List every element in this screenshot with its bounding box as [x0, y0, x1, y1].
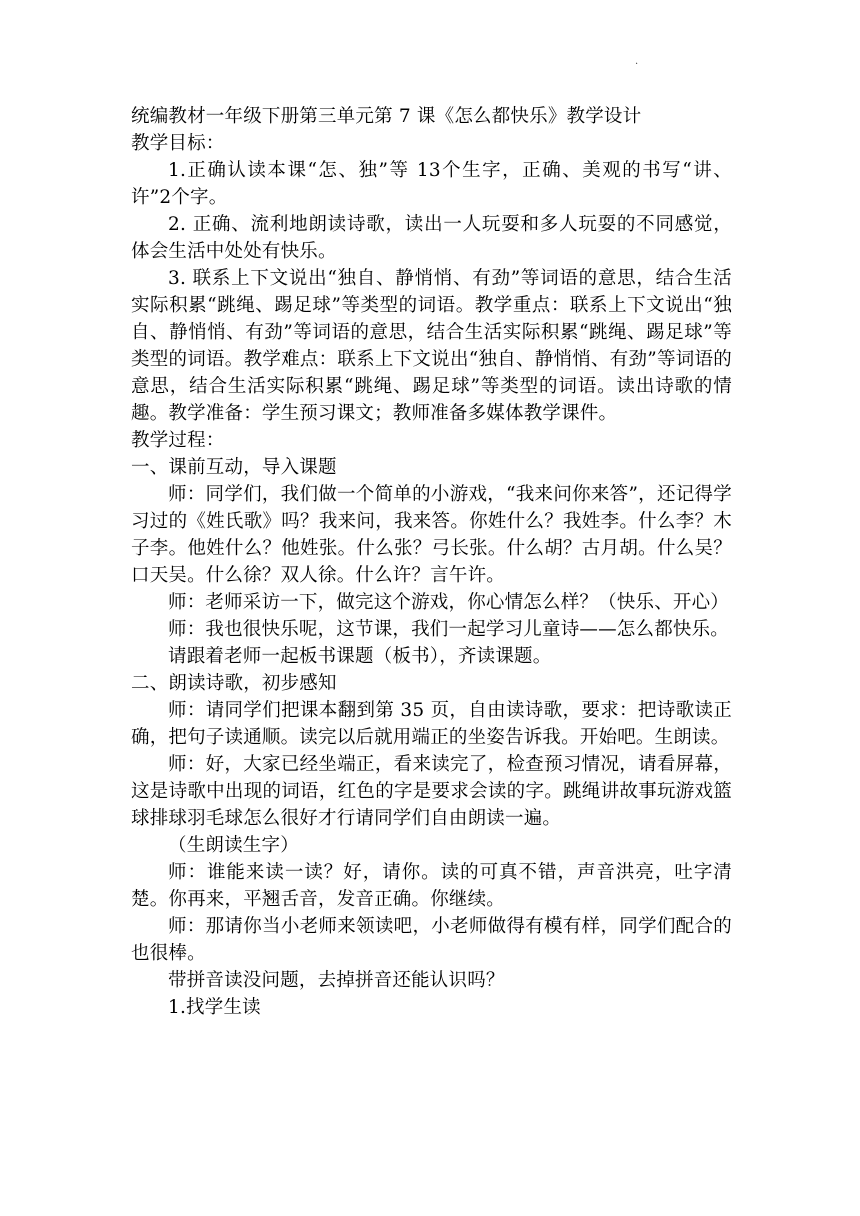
paragraph: 带拼音读没问题，去掉拼音还能认识吗？: [168, 970, 505, 991]
paragraph: 教学目标：: [131, 133, 225, 154]
paragraph: （生朗读生字）: [168, 835, 299, 856]
paragraph: 请跟着老师一起板书课题（板书），齐读课题。: [168, 646, 552, 667]
document-body: [131, 103, 732, 1021]
paragraph: 师：我也很快乐呢，这节课，我们一起学习儿童诗——怎么都快乐。: [168, 619, 730, 640]
document-title: 统编教材一年级下册第三单元第 7 课《怎么都快乐》教学设计: [131, 106, 642, 127]
paragraph: 1.正确认读本课“怎、独”等 13个生字，正确、美观的书写“讲、许”2个字。: [131, 160, 732, 208]
paragraph: 2. 正确、流利地朗读诗歌，读出一人玩耍和多人玩耍的不同感觉，体会生活中处处有快乐。: [131, 214, 732, 262]
paragraph: 师：那请你当小老师来领读吧，小老师做得有模有样，同学们配合的也很棒。: [131, 916, 732, 964]
header-mark: .: [635, 56, 639, 67]
list-item: 1.找学生读: [168, 997, 261, 1018]
section-heading: 教学过程：: [131, 430, 225, 451]
section-heading: 一、课前互动，导入课题: [131, 457, 337, 478]
section-heading: 二、朗读诗歌，初步感知: [131, 673, 337, 694]
paragraph: 师：请同学们把课本翻到第 35 页，自由读诗歌，要求：把诗歌读正确，把句子读通顺。读完以后就用端正的坐姿告诉我。开始吧。生朗读。: [131, 700, 732, 748]
paragraph: 师：同学们，我们做一个简单的小游戏，“我来问你来答”，还记得学习过的《姓氏歌》吗？我来问，我来答。你姓什么？我姓李。什么李？木子李。他姓什么？他姓张。什么张？弓长张。什么胡？古月胡。什么吴？口天吴。什么徐？双人徐。什么许？言午许。: [131, 484, 732, 586]
paragraph: 师：谁能来读一读？好，请你。读的可真不错，声音洪亮，吐字清楚。你再来，平翘舌音，发音正确。你继续。: [131, 862, 732, 910]
paragraph: 3. 联系上下文说出“独自、静悄悄、有劲”等词语的意思，结合生活实际积累“跳绳、踢足球”等类型的词语。教学重点：联系上下文说出“独自、静悄悄、有劲”等词语的意思，结合生活实际积累“跳绳、踢足球”等类型的词语。教学难点：联系上下文说出“独自、静悄悄、有劲”等词语的意思，结合生活实际积累“跳绳、踢足球”等类型的词语。读出诗歌的情趣。教学准备：学生预习课文；教师准备多媒体教学课件。: [131, 268, 732, 424]
paragraph: 师：老师采访一下，做完这个游戏，你心情怎么样？（快乐、开心）: [168, 592, 730, 613]
paragraph: 师：好，大家已经坐端正，看来读完了，检查预习情况，请看屏幕，这是诗歌中出现的词语，红色的字是要求会读的字。跳绳讲故事玩游戏篮球排球羽毛球怎么很好才行请同学们自由朗读一遍。: [131, 754, 732, 829]
